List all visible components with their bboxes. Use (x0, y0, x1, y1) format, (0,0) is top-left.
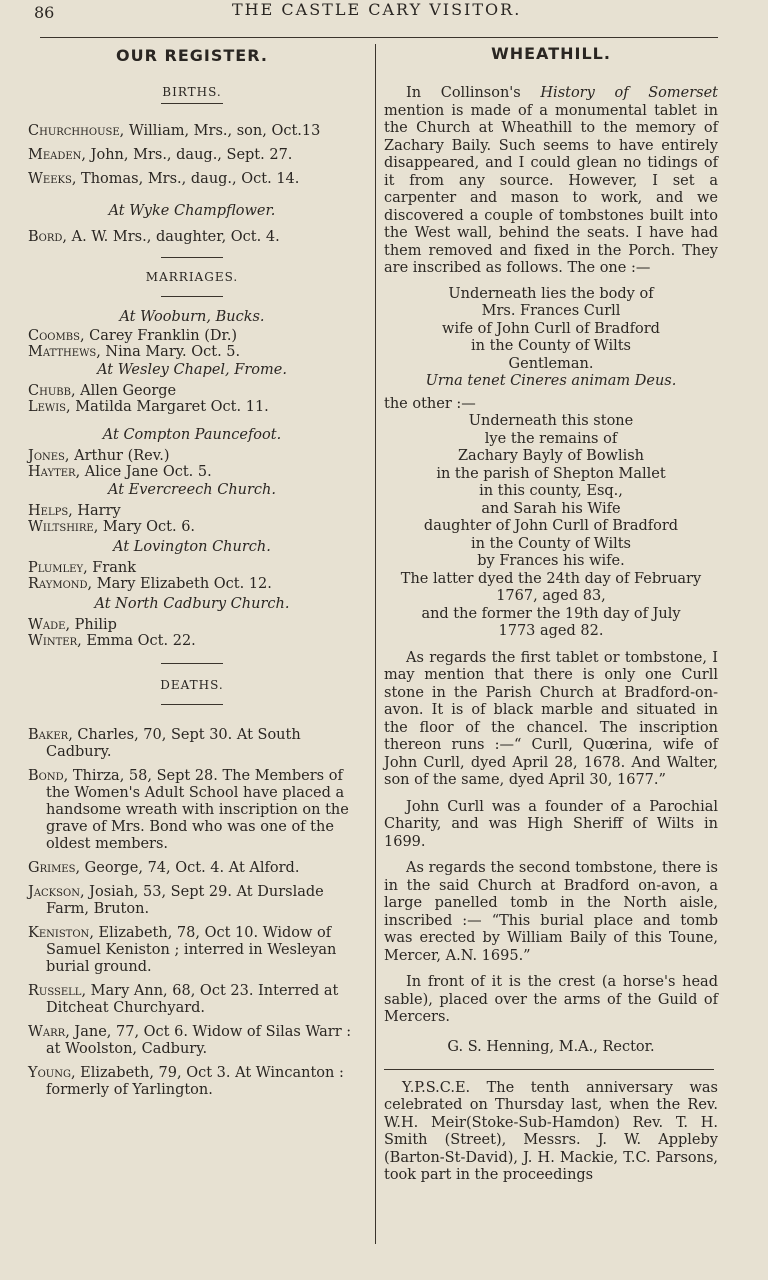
marriage-place: At Wooburn, Bucks. (119, 309, 265, 325)
inscription-line: lye the remains of (484, 430, 618, 447)
header-rule (40, 37, 718, 38)
ypsce-rule (384, 1069, 714, 1070)
inscription-line: Gentleman. (508, 355, 594, 372)
marriage-line: Jones, Arthur (Rev.) (28, 448, 170, 464)
deaths-list (28, 727, 356, 1099)
first-tablet-paragraph: As regards the first tablet or tombstone, I may mention that there is only one Curll stone in the Parish Church at Bradford-on-avon. It is of black marble and situated in the floor of the chancel. The inscription thereon runs :—“ Curll, Quœrina, wife of John Curll, dyed April 28, 1678. And Walter, son of the same, dyed April 30, 1677.” (384, 649, 718, 788)
birth-place: At Wyke Champflower. (108, 203, 276, 219)
births-list (28, 123, 356, 195)
inscription-line: 1773 aged 82. (498, 623, 604, 639)
marriage-line: Matthews, Nina Mary. Oct. 5. (28, 344, 241, 360)
death-entry: Keniston, Elizabeth, 78, Oct 10. Widow of Samuel Keniston ; interred in Wesleyan burial ground. (28, 925, 337, 975)
wheathill-column (384, 44, 718, 1185)
death-entry: Young, Elizabeth, 79, Oct 3. At Wincanton : formerly of Yarlington. (28, 1065, 344, 1098)
inscription-line: and Sarah his Wife (481, 500, 621, 517)
inscription-line: in the parish of Shepton Mallet (436, 465, 666, 482)
deaths-rule-top (161, 663, 223, 664)
birth-entry: Bord, A. W. Mrs., daughter, Oct. 4. (28, 229, 280, 245)
inscription-two (384, 413, 718, 641)
inscription-line: The latter dyed the 24th day of February (400, 570, 702, 587)
marriage-line: Plumley, Frank (28, 560, 137, 576)
births-rule (161, 103, 223, 104)
death-entry: Warr, Jane, 77, Oct 6. Widow of Silas Warr : at Woolston, Cadbury. (28, 1024, 352, 1057)
marriage-place: At Lovington Church. (113, 539, 271, 555)
wheathill-title: WHEATHILL. (491, 44, 611, 63)
register-title: OUR REGISTER. (116, 46, 268, 65)
death-entry: Russell, Mary Ann, 68, Oct 23. Interred at Ditcheat Churchyard. (28, 983, 339, 1016)
marriage-place: At Compton Pauncefoot. (102, 427, 282, 443)
inscription-one (384, 286, 718, 391)
signature: G. S. Henning, M.A., Rector. (447, 1038, 655, 1055)
marriage-line: Helps, Harry (28, 503, 121, 519)
marriages-rule-top (161, 257, 223, 258)
inscription-line: wife of John Curll of Bradford (442, 320, 660, 337)
marriage-line: Coombs, Carey Franklin (Dr.) (28, 328, 238, 344)
inscription-line: by Frances his wife. (477, 553, 625, 569)
marriage-line: Wade, Philip (28, 617, 117, 633)
birth-entry: Weeks, Thomas, Mrs., daug., Oct. 14. (28, 171, 300, 187)
inscription-line: in the County of Wilts (471, 535, 631, 552)
death-entry: Jackson, Josiah, 53, Sept 29. At Durslade Farm, Bruton. (28, 884, 324, 917)
running-header (0, 0, 768, 30)
john-curll-paragraph: John Curll was a founder of a Parochial Charity, and was High Sheriff of Wilts in 1699. (384, 798, 718, 850)
marriages-rule (161, 296, 223, 297)
wheathill-intro: In Collinson's History of Somerset mention is made of a monumental tablet in the Church at Wheathill to the memory of Zachary Baily. Such seems to have entirely disappeared, and I could glean no tidings of it from any source. However, I set a carpenter and mason to work, and we discovered a couple of tombstones built into the West wall, behind the seats. I have had them removed and fixed in the Porch. They are inscribed as follows. The one :— (384, 85, 718, 276)
marriage-place: At Wesley Chapel, Frome. (97, 362, 287, 378)
marriage-place: At North Cadbury Church. (94, 596, 290, 612)
crest-paragraph: In front of it is the crest (a horse's head sable), placed over the arms of the Guild of Mercers. (384, 974, 718, 1025)
marriage-line: Lewis, Matilda Margaret Oct. 11. (28, 399, 269, 415)
death-entry: Grimes, George, 74, Oct. 4. At Alford. (28, 860, 300, 876)
inscription-line: Underneath this stone (468, 413, 634, 429)
marriages-heading: MARRIAGES. (145, 270, 239, 284)
births-heading: BIRTHS. (162, 85, 222, 99)
column-divider (375, 44, 376, 1244)
inscription-line: Underneath lies the body of (448, 285, 654, 302)
inscription-line: in the County of Wilts (471, 338, 631, 354)
journal-title: THE CASTLE CARY VISITOR. (232, 0, 522, 19)
marriage-line: Wiltshire, Mary Oct. 6. (28, 519, 196, 535)
marriage-line: Winter, Emma Oct. 22. (28, 633, 196, 649)
the-other-label: the other :— (384, 395, 476, 412)
inscription-line: in this county, Esq., (479, 483, 623, 499)
deaths-rule (161, 704, 223, 705)
inscription-line: Mrs. Frances Curll (481, 303, 621, 319)
inscription-line: and the former the 19th day of July (421, 605, 681, 622)
inscription-line: daughter of John Curll of Bradford (423, 518, 679, 534)
marriage-place: At Evercreech Church. (108, 482, 276, 498)
death-entry: Bond, Thirza, 58, Sept 28. The Members of the Women's Adult School have placed a handsome wreath with inscription on the grave of Mrs. Bond who was one of the oldest members. (28, 768, 349, 852)
marriage-line: Raymond, Mary Elizabeth Oct. 12. (28, 576, 272, 592)
inscription-line: Zachary Bayly of Bowlish (457, 448, 645, 464)
inscription-latin: Urna tenet Cineres animam Deus. (425, 373, 677, 389)
marriage-line: Hayter, Alice Jane Oct. 5. (28, 464, 212, 480)
page-number: 86 (34, 3, 55, 22)
register-column (28, 44, 356, 1099)
second-tombstone-paragraph: As regards the second tombstone, there is in the said Church at Bradford on-avon, a large panelled tomb in the North aisle, inscribed :— “This burial place and tomb was erected by William Baily of this Toune, Mercer, A.N. 1695.” (384, 860, 718, 964)
ypsce-notice: Y.P.S.C.E. The tenth anniversary was celebrated on Thursday last, when the Rev. W.H. Meir(Stoke-Sub-Hamdon) Rev. T. H. Smith (Street), Messrs. J. W. Appleby (Barton-St-David), J. H. Mackie, T.C. Parsons, took part in the proceedings (384, 1079, 718, 1183)
birth-entry: Meaden, John, Mrs., daug., Sept. 27. (28, 147, 293, 163)
birth-entry: Churchhouse, William, Mrs., son, Oct.13 (28, 123, 321, 139)
inscription-line: 1767, aged 83, (496, 588, 606, 604)
deaths-heading: DEATHS. (160, 678, 224, 692)
death-entry: Baker, Charles, 70, Sept 30. At South Cadbury. (28, 727, 301, 760)
marriage-line: Chubb, Allen George (28, 383, 177, 399)
